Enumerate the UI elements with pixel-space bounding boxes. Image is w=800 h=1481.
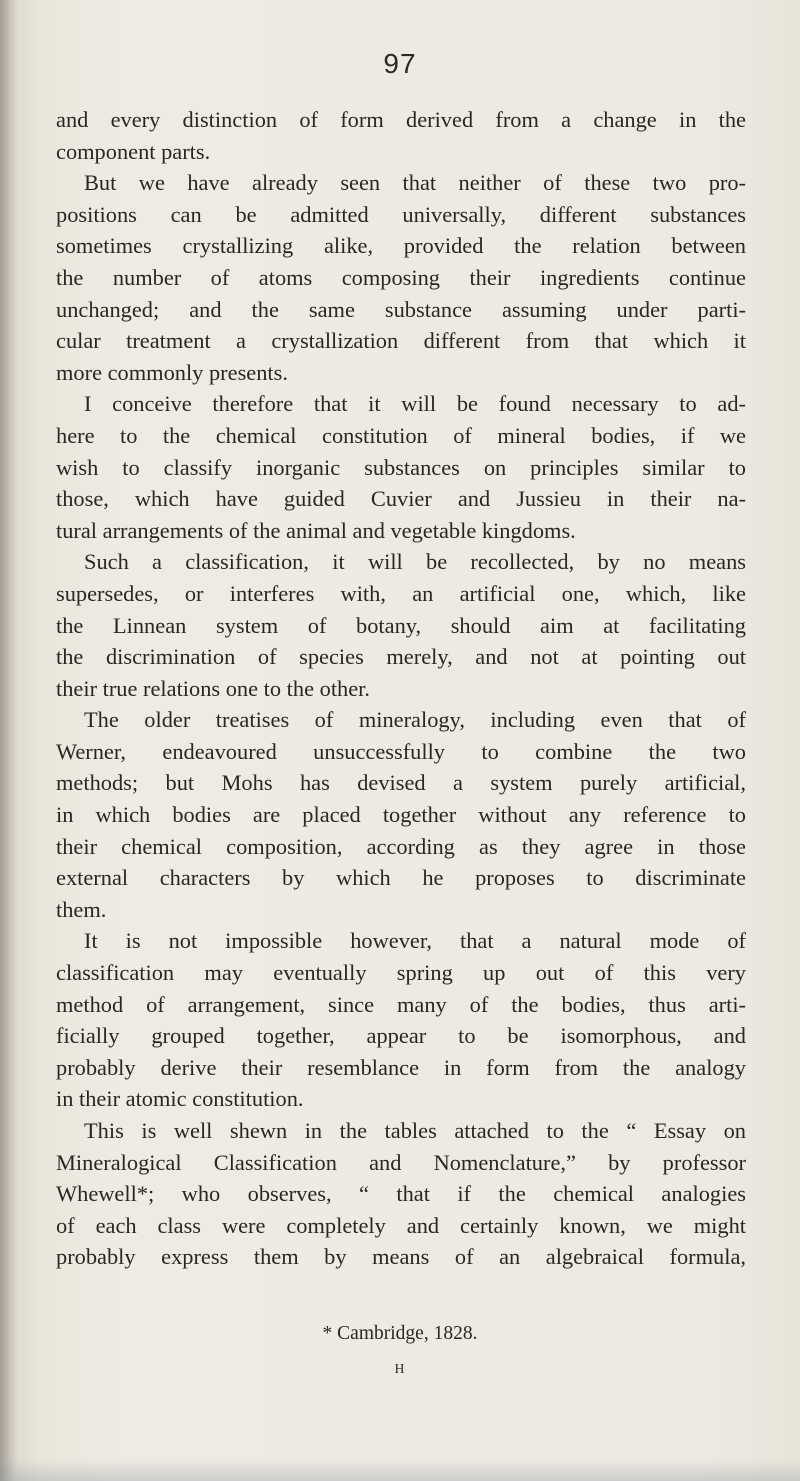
text-line: external characters by which he proposes to discriminate <box>56 865 746 891</box>
text-line: more commonly presents. <box>56 359 288 385</box>
text-line: sometimes crystallizing alike, provided the relation between <box>56 233 746 259</box>
text-line: tural arrangements of the animal and vegetable kingdoms. <box>56 517 576 543</box>
page-number: 97 <box>383 48 417 79</box>
page-bottom-edge <box>0 1459 800 1481</box>
text-line: probably derive their resemblance in form from the analogy <box>56 1054 746 1080</box>
text-line: probably express them by means of an algebraical formula, <box>56 1244 746 1270</box>
text-line: in their atomic constitution. <box>56 1086 304 1112</box>
text-line: Werner, endeavoured unsuccessfully to combine the two <box>56 738 746 764</box>
text-line: them. <box>56 896 107 922</box>
text-line: Such a classification, it will be recollected, by no means <box>84 549 746 575</box>
text-line: positions can be admitted universally, different substances <box>56 201 746 227</box>
text-line: ficially grouped together, appear to be isomorphous, and <box>56 1023 746 1049</box>
text-line: Mineralogical Classification and Nomenclature,” by professor <box>56 1149 746 1175</box>
text-line: wish to classify inorganic substances on principles similar to <box>56 454 746 480</box>
text-line: methods; but Mohs has devised a system purely artificial, <box>56 770 746 796</box>
text-line: supersedes, or interferes with, an artificial one, which, like <box>56 580 746 606</box>
text-line: I conceive therefore that it will be found necessary to ad- <box>84 391 746 417</box>
text-line: cular treatment a crystallization different from that which it <box>56 328 746 354</box>
text-line: those, which have guided Cuvier and Jussieu in their na- <box>56 486 746 512</box>
text-line: Whewell*; who observes, “ that if the chemical analogies <box>56 1181 746 1207</box>
text-line: the number of atoms composing their ingredients continue <box>56 264 746 290</box>
text-line: classification may eventually spring up out of this very <box>56 960 746 986</box>
text-line: their chemical composition, according as they agree in those <box>56 833 746 859</box>
text-line: in which bodies are placed together without any reference to <box>56 802 746 828</box>
text-line: But we have already seen that neither of these two pro- <box>84 170 746 196</box>
footnote: * Cambridge, 1828. <box>322 1323 478 1344</box>
body-text <box>56 104 746 1273</box>
text-line: their true relations one to the other. <box>56 675 370 701</box>
binding-shadow <box>0 0 18 1481</box>
text-line: the discrimination of species merely, and not at pointing out <box>56 644 746 670</box>
text-line: component parts. <box>56 138 211 164</box>
text-line: This is well shewn in the tables attached to the “ Essay on <box>84 1118 746 1143</box>
text-line: It is not impossible however, that a natural mode of <box>84 928 746 954</box>
signature-mark: H <box>394 1361 406 1376</box>
text-line: unchanged; and the same substance assuming under parti- <box>56 296 746 322</box>
text-line: method of arrangement, since many of the bodies, thus arti- <box>56 991 746 1017</box>
text-line: here to the chemical constitution of mineral bodies, if we <box>56 422 746 448</box>
text-line: The older treatises of mineralogy, including even that of <box>84 707 746 733</box>
text-line: of each class were completely and certainly known, we might <box>56 1212 746 1238</box>
text-line: the Linnean system of botany, should aim at facilitating <box>56 612 746 638</box>
text-line: and every distinction of form derived from a change in the <box>56 107 746 132</box>
